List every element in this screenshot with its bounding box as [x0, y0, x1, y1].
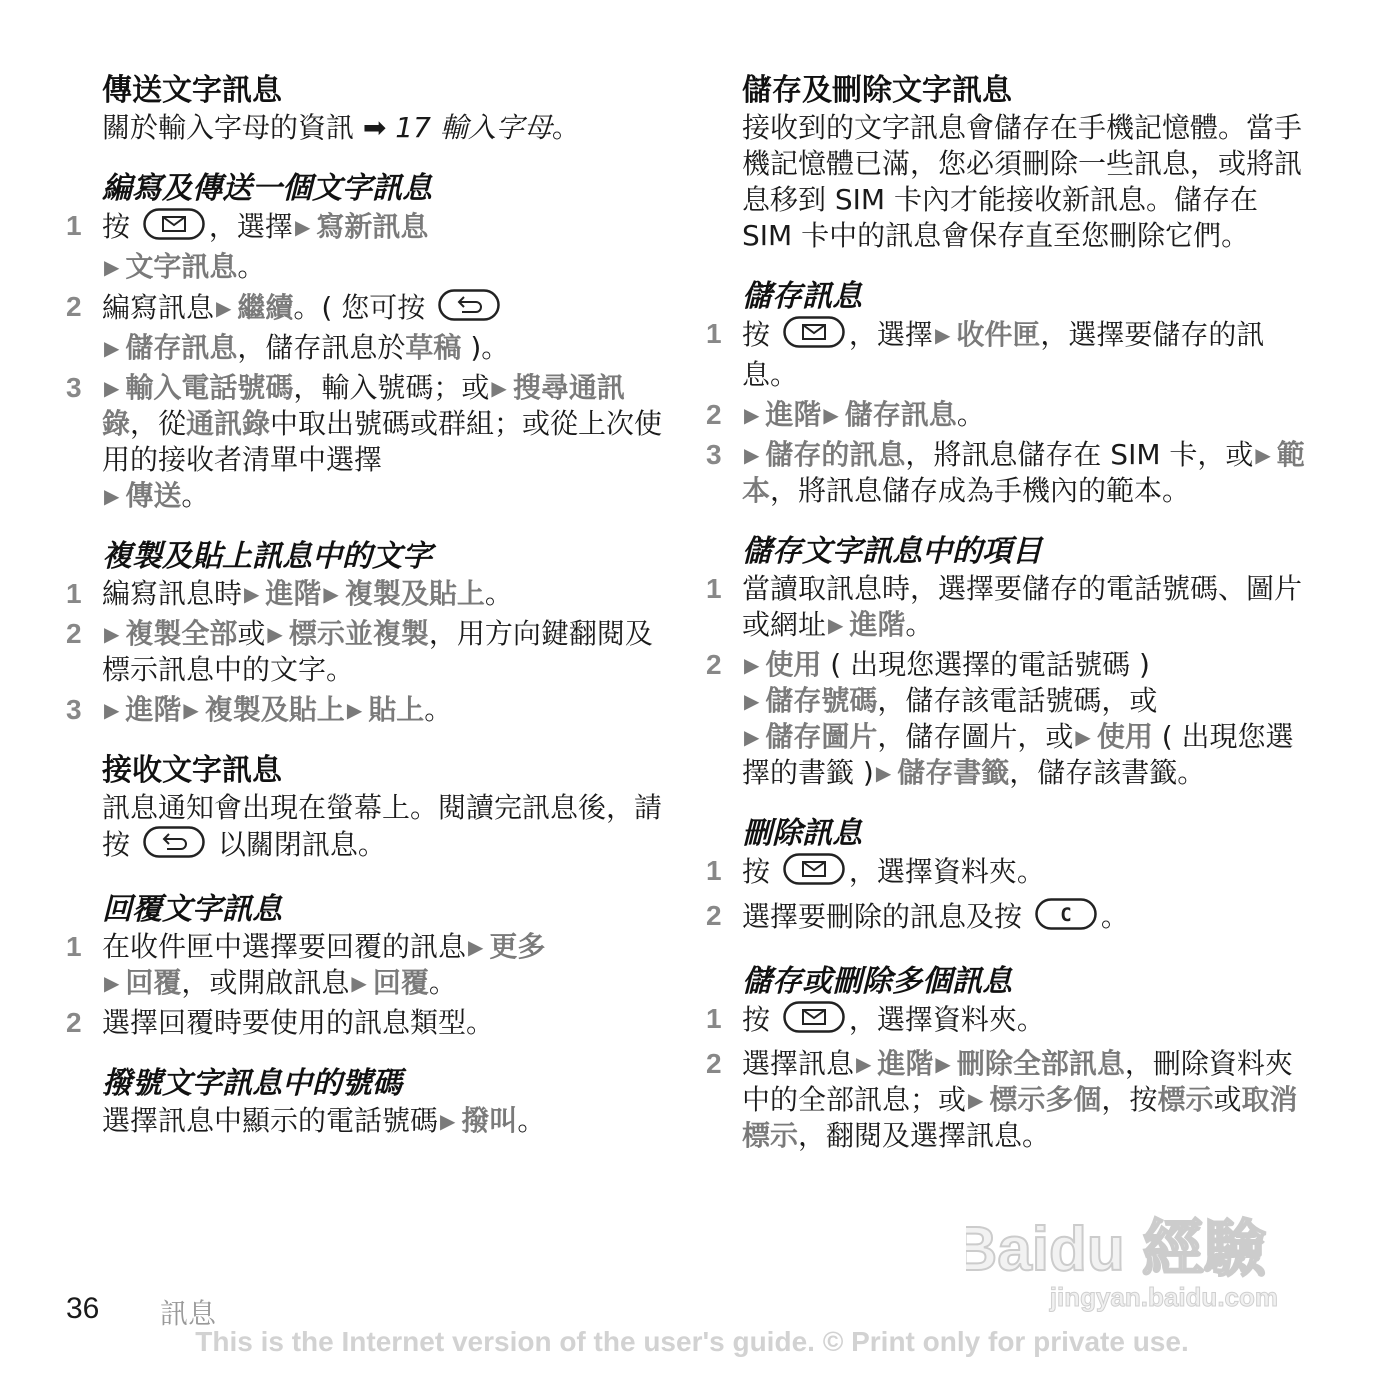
- text: 或: [1213, 1083, 1242, 1116]
- right-column: [706, 72, 1316, 1178]
- step: [66, 208, 666, 285]
- triangle-right-icon: ▶: [968, 1088, 984, 1112]
- text: 。: [428, 966, 457, 999]
- text: 按: [742, 855, 771, 888]
- text: 關於輸入字母的資訊: [102, 111, 355, 144]
- step: [706, 1046, 1316, 1154]
- menu-item: 回覆: [372, 966, 429, 999]
- triangle-right-icon: ▶: [935, 1052, 951, 1076]
- triangle-right-icon: ▶: [440, 1109, 456, 1133]
- step: [66, 576, 666, 612]
- text: ，輸入號碼；或: [293, 371, 490, 404]
- triangle-right-icon: ▶: [323, 582, 339, 606]
- menu-item: 範本: [742, 438, 1305, 507]
- menu-item: 進階: [265, 577, 322, 610]
- text: ( 出現您選擇的書籤 ): [742, 720, 1294, 789]
- step-number: 1: [706, 1003, 722, 1034]
- menu-item: 儲存的訊息: [765, 438, 906, 471]
- triangle-right-icon: ▶: [104, 336, 120, 360]
- back-key-icon: [143, 826, 205, 867]
- step: [66, 692, 666, 728]
- section-save-message: [706, 278, 1316, 509]
- section-save-items: [706, 533, 1316, 791]
- menu-item: 通訊錄: [186, 407, 271, 440]
- triangle-right-icon: ▶: [346, 698, 363, 722]
- text: 按: [742, 1003, 771, 1036]
- menu-item: 進階: [125, 693, 182, 726]
- step-number: 3: [706, 439, 722, 470]
- text: ，選擇: [848, 318, 933, 351]
- baidu-watermark: [966, 1212, 1296, 1332]
- text: 。: [956, 398, 985, 431]
- menu-item: 標示多個: [989, 1083, 1102, 1116]
- text: 按: [102, 210, 131, 243]
- back-key-icon: [438, 289, 500, 330]
- triangle-right-icon: ▶: [244, 582, 260, 606]
- triangle-right-icon: ▶: [267, 622, 283, 646]
- menu-item: 寫新訊息: [316, 210, 429, 243]
- menu-item: 使用: [765, 648, 822, 681]
- text: 編寫訊息: [102, 291, 215, 324]
- triangle-right-icon: ▶: [216, 296, 232, 320]
- menu-item: 撥叫: [461, 1104, 518, 1137]
- text: ，將訊息儲存成為手機內的範本。: [770, 474, 1191, 507]
- menu-item: 儲存訊息: [125, 331, 238, 364]
- menu-item: 進階: [765, 398, 822, 431]
- triangle-right-icon: ▶: [183, 698, 199, 722]
- section-delete-message: [706, 815, 1316, 939]
- section-heading: 儲存及刪除文字訊息: [742, 73, 1012, 108]
- menu-item: 貼上: [368, 693, 425, 726]
- ref-title: 輸入字母: [439, 111, 552, 144]
- step-number: 3: [66, 372, 82, 403]
- text: 選擇回覆時要使用的訊息類型。: [102, 1006, 495, 1039]
- menu-item: 取消標示: [742, 1083, 1298, 1152]
- text: ，從: [130, 407, 187, 440]
- text: 。: [424, 693, 453, 726]
- menu-item: 草稿: [405, 331, 462, 364]
- text: 當讀取訊息時，選擇要儲存的電話號碼、圖片或網址: [742, 572, 1303, 641]
- triangle-right-icon: ▶: [744, 653, 760, 677]
- menu-item: 更多: [489, 930, 546, 963]
- text: 。: [517, 1104, 546, 1137]
- text: )。: [461, 331, 510, 364]
- section-heading: 儲存訊息: [742, 279, 862, 314]
- step-number: 2: [706, 399, 722, 430]
- step: [66, 1005, 666, 1041]
- menu-item: 輸入電話號碼: [125, 371, 294, 404]
- arrow-right-icon: ➡: [362, 111, 387, 144]
- triangle-right-icon: ▶: [104, 255, 120, 279]
- menu-item: 複製全部: [125, 617, 238, 650]
- step-number: 1: [706, 573, 722, 604]
- step: [706, 898, 1316, 939]
- menu-item: 傳送: [125, 479, 182, 512]
- triangle-right-icon: ▶: [351, 971, 367, 995]
- step: [66, 929, 666, 1001]
- c-key-icon: [1035, 898, 1097, 939]
- text: ，刪除資料夾中的全部訊息；或: [742, 1047, 1293, 1116]
- menu-item: 回覆: [125, 966, 182, 999]
- text: ，選擇資料夾。: [848, 1003, 1045, 1036]
- section-reply-text-message: [66, 891, 666, 1041]
- step-number: 2: [66, 618, 82, 649]
- menu-item: 標示並複製: [288, 617, 429, 650]
- step-number: 1: [66, 931, 82, 962]
- text: ，選擇資料夾。: [848, 855, 1045, 888]
- step-number: 1: [66, 578, 82, 609]
- text: 。: [181, 479, 210, 512]
- text: ，按: [1101, 1083, 1158, 1116]
- text: 選擇訊息中顯示的電話號碼: [102, 1104, 439, 1137]
- section-heading: 儲存或刪除多個訊息: [742, 964, 1012, 999]
- section-save-delete: [706, 72, 1316, 254]
- triangle-right-icon: ▶: [468, 935, 484, 959]
- section-heading: 編寫及傳送一個文字訊息: [102, 171, 432, 206]
- step-number: 2: [66, 291, 82, 322]
- text: 選擇要刪除的訊息及按: [742, 900, 1023, 933]
- step: [706, 647, 1316, 791]
- menu-item: 進階: [849, 608, 906, 641]
- text: 。: [237, 250, 266, 283]
- text: ，儲存訊息於: [237, 331, 406, 364]
- step: [66, 616, 666, 688]
- text: ，儲存圖片，或: [877, 720, 1074, 753]
- menu-item: 複製及貼上: [204, 693, 345, 726]
- section-save-delete-multiple: [706, 963, 1316, 1154]
- section-call-number-in-message: [66, 1065, 666, 1139]
- menu-item: 標示: [1157, 1083, 1214, 1116]
- section-heading: 儲存文字訊息中的項目: [742, 534, 1042, 569]
- ref-page-number: 17: [395, 111, 431, 144]
- menu-item: 儲存訊息: [844, 398, 957, 431]
- triangle-right-icon: ▶: [934, 323, 951, 347]
- section-heading: 傳送文字訊息: [102, 73, 282, 108]
- text: ，翻閱及選擇訊息。: [798, 1119, 1051, 1152]
- section-heading: 撥號文字訊息中的號碼: [102, 1066, 402, 1101]
- message-key-icon: [783, 316, 845, 357]
- menu-item: 複製及貼上: [344, 577, 485, 610]
- menu-item: 繼續: [237, 291, 294, 324]
- section-heading: 接收文字訊息: [102, 753, 282, 788]
- paragraph: 接收到的文字訊息會儲存在手機記憶體。當手機記憶體已滿，您必須刪除一些訊息，或將訊息移到 SIM 卡內才能接收新訊息。儲存在 SIM 卡中的訊息會保存直至您刪除它們。: [742, 111, 1303, 252]
- text: 訊息通知會出現在螢幕上。閱讀完訊息後，請按: [102, 791, 663, 861]
- section-heading: 刪除訊息: [742, 816, 862, 851]
- text: 中取出號碼或群組；或從上次使用的接收者清單中選擇: [102, 407, 663, 476]
- watermark-url: jingyan.baidu.com: [1049, 1282, 1278, 1312]
- paragraph: [102, 1103, 666, 1139]
- text: ，將訊息儲存在 SIM 卡，或: [905, 438, 1254, 471]
- step-number: 2: [706, 649, 722, 680]
- text: ，選擇: [208, 210, 293, 243]
- text: 或: [237, 617, 266, 650]
- triangle-right-icon: ▶: [104, 376, 120, 400]
- menu-item: 儲存號碼: [765, 684, 878, 717]
- section-copy-paste: [66, 538, 666, 728]
- text: ，或開啟訊息: [181, 966, 350, 999]
- step-number: 3: [66, 694, 82, 725]
- step-number: 1: [706, 318, 722, 349]
- text: 。: [484, 577, 513, 610]
- menu-item: 收件匣: [956, 318, 1041, 351]
- step: [706, 571, 1316, 643]
- step-number: 2: [66, 1007, 82, 1038]
- left-column: [66, 72, 666, 1163]
- text: ，儲存該電話號碼，或: [877, 684, 1158, 717]
- page-number: 36: [66, 1292, 100, 1325]
- text: 選擇訊息: [742, 1047, 855, 1080]
- menu-item: 儲存圖片: [765, 720, 878, 753]
- text: 編寫訊息時: [102, 577, 243, 610]
- section-heading: 回覆文字訊息: [102, 892, 282, 927]
- step-number: 1: [66, 210, 82, 241]
- triangle-right-icon: ▶: [294, 215, 311, 239]
- step-number: 1: [706, 855, 722, 886]
- baidu-logo-icon: [966, 1212, 1296, 1282]
- text: ( 出現您選擇的電話號碼 ): [821, 648, 1150, 681]
- menu-item: 儲存書籤: [897, 756, 1010, 789]
- step-number: 2: [706, 900, 722, 931]
- triangle-right-icon: ▶: [823, 403, 839, 427]
- section-heading: 複製及貼上訊息中的文字: [102, 539, 432, 574]
- triangle-right-icon: ▶: [744, 443, 760, 467]
- step: [706, 1001, 1316, 1042]
- menu-item: 刪除全部訊息: [956, 1047, 1125, 1080]
- text: ，選擇要儲存的訊息。: [742, 318, 1265, 391]
- step: [706, 853, 1316, 894]
- triangle-right-icon: ▶: [828, 613, 844, 637]
- triangle-right-icon: ▶: [104, 971, 120, 995]
- menu-item: 文字訊息: [125, 250, 238, 283]
- step: [66, 289, 666, 366]
- triangle-right-icon: ▶: [1255, 443, 1271, 467]
- text: 。( 您可按: [293, 291, 426, 324]
- baidu-logo-text: Baidu 經驗: [966, 1215, 1266, 1282]
- text: 。: [551, 111, 580, 144]
- triangle-right-icon: ▶: [104, 622, 120, 646]
- text: 按: [742, 318, 771, 351]
- triangle-right-icon: ▶: [104, 698, 120, 722]
- triangle-right-icon: ▶: [491, 376, 507, 400]
- text: 在收件匣中選擇要回覆的訊息: [102, 930, 467, 963]
- triangle-right-icon: ▶: [875, 761, 892, 785]
- paragraph: [102, 110, 666, 146]
- triangle-right-icon: ▶: [1075, 725, 1091, 749]
- step: [706, 437, 1316, 509]
- step: [706, 397, 1316, 433]
- text: 。: [1100, 900, 1129, 933]
- menu-item: 搜尋通訊錄: [102, 371, 625, 440]
- triangle-right-icon: ▶: [856, 1052, 872, 1076]
- triangle-right-icon: ▶: [104, 484, 120, 508]
- message-key-icon: [143, 208, 205, 249]
- footer-notice: This is the Internet version of the user's guide. © Print only for private use.: [195, 1326, 1189, 1357]
- message-key-icon: [783, 853, 845, 894]
- c-key-label: C: [1060, 904, 1072, 926]
- step-number: 2: [706, 1048, 722, 1079]
- menu-item: 進階: [877, 1047, 934, 1080]
- step: [66, 370, 666, 514]
- section-write-send: [66, 170, 666, 514]
- text: 以關閉訊息。: [217, 828, 386, 861]
- step: [706, 316, 1316, 393]
- paragraph: [102, 790, 666, 867]
- section-send-text-message: [66, 72, 666, 146]
- section-receive-text-message: [66, 752, 666, 867]
- text: ，用方向鍵翻閱及標示訊息中的文字。: [102, 617, 653, 686]
- text: 。: [905, 608, 934, 641]
- triangle-right-icon: ▶: [744, 725, 760, 749]
- menu-item: 使用: [1096, 720, 1153, 753]
- message-key-icon: [783, 1001, 845, 1042]
- triangle-right-icon: ▶: [744, 403, 760, 427]
- text: ，儲存該書籤。: [1009, 756, 1206, 789]
- triangle-right-icon: ▶: [744, 689, 760, 713]
- page-section-name: 訊息: [160, 1297, 217, 1330]
